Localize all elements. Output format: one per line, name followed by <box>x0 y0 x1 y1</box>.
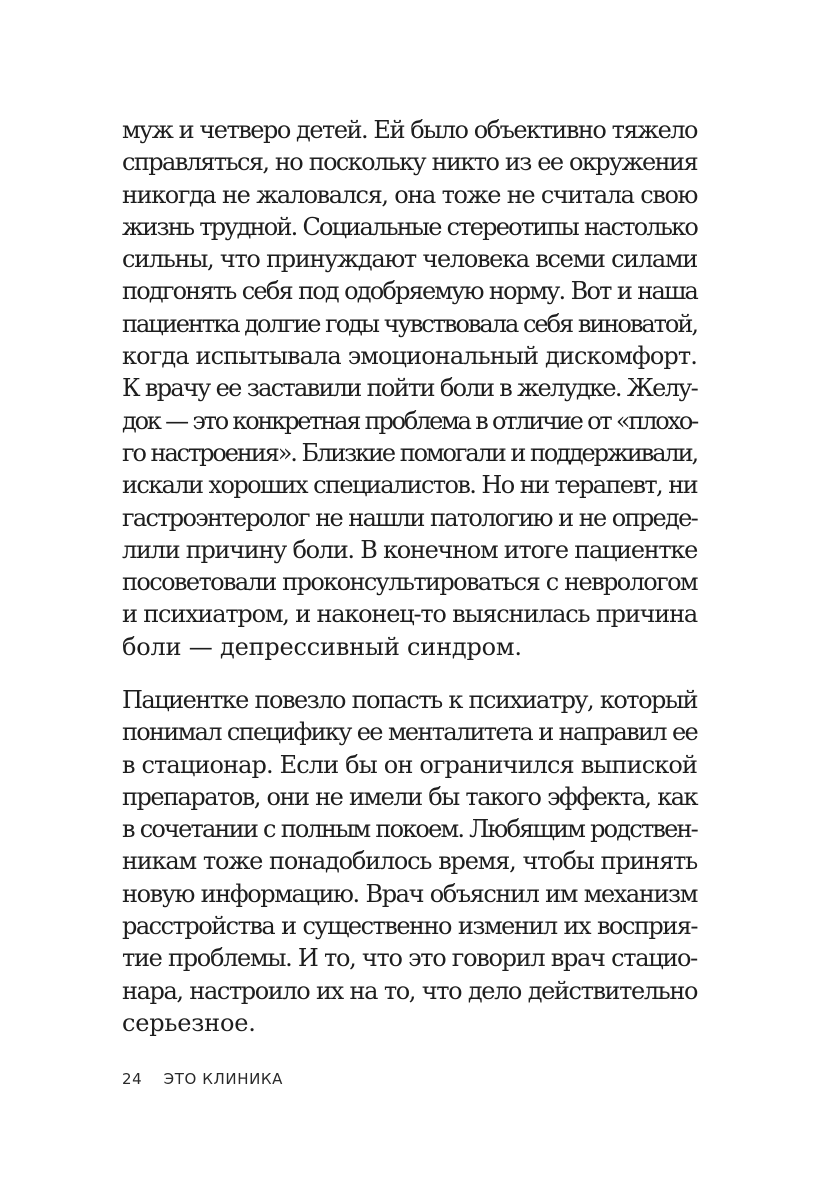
text-line: в сочетании с полным покоем. Любящим родствен- <box>122 815 697 844</box>
text-line: никогда не жаловался, она тоже не считала свою <box>122 180 697 209</box>
text-line: серьезное. <box>122 1008 256 1037</box>
text-line: подгонять себя под одобряемую норму. Вот и наша <box>122 277 697 306</box>
text-line: новую информацию. Врач объяснил им механизм <box>122 879 697 908</box>
text-line: док — это конкретная проблема в отличие от «плохо- <box>122 406 697 435</box>
running-title: ЭТО КЛИНИКА <box>163 1070 284 1088</box>
text-line: в стационар. Если бы он ограничился выпиской <box>122 750 697 779</box>
text-line: гастроэнтеролог не нашли патологию и не опреде- <box>122 503 697 532</box>
text-line: понимал специфику ее менталитета и направил ее <box>122 718 697 747</box>
text-line: искали хороших специалистов. Но ни терапевт, ни <box>122 471 697 500</box>
page-number: 24 <box>122 1070 143 1088</box>
paragraph-1 <box>122 114 697 663</box>
text-line: никам тоже понадобилось время, чтобы принять <box>122 847 697 876</box>
text-line: лили причину боли. В конечном итоге пациентке <box>122 535 697 564</box>
text-line: и психиатром, и наконец-то выяснилась причина <box>122 600 697 629</box>
text-line: тие проблемы. И то, что это говорил врач стацио- <box>122 944 697 973</box>
text-line: расстройства и существенно изменил их восприя- <box>122 912 697 941</box>
paragraph-2 <box>122 684 697 1039</box>
text-line: нара, настроило их на то, что дело действительно <box>122 976 697 1005</box>
text-line: сильны, что принуждают человека всеми силами <box>122 245 697 274</box>
text-line: муж и четверо детей. Ей было объективно тяжело <box>122 116 697 144</box>
text-line: пациентка долгие годы чувствовала себя виноватой, <box>122 309 697 338</box>
text-line: жизнь трудной. Социальные стереотипы настолько <box>122 212 697 241</box>
text-line: когда испытывала эмоциональный дискомфорт. <box>122 342 697 371</box>
text-line: справляться, но поскольку никто из ее окружения <box>122 148 697 177</box>
text-line: Пациентке повезло попасть к психиатру, который <box>122 686 697 714</box>
page-footer <box>122 1070 283 1088</box>
text-line: препаратов, они не имели бы такого эффекта, как <box>122 782 697 811</box>
text-line: К врачу ее заставили пойти боли в желудке. Желу- <box>122 374 697 403</box>
text-line: боли — депрессивный синдром. <box>122 632 522 661</box>
text-line: го настроения». Близкие помогали и поддерживали, <box>122 438 697 467</box>
text-line: посоветовали проконсультироваться с неврологом <box>122 568 697 597</box>
